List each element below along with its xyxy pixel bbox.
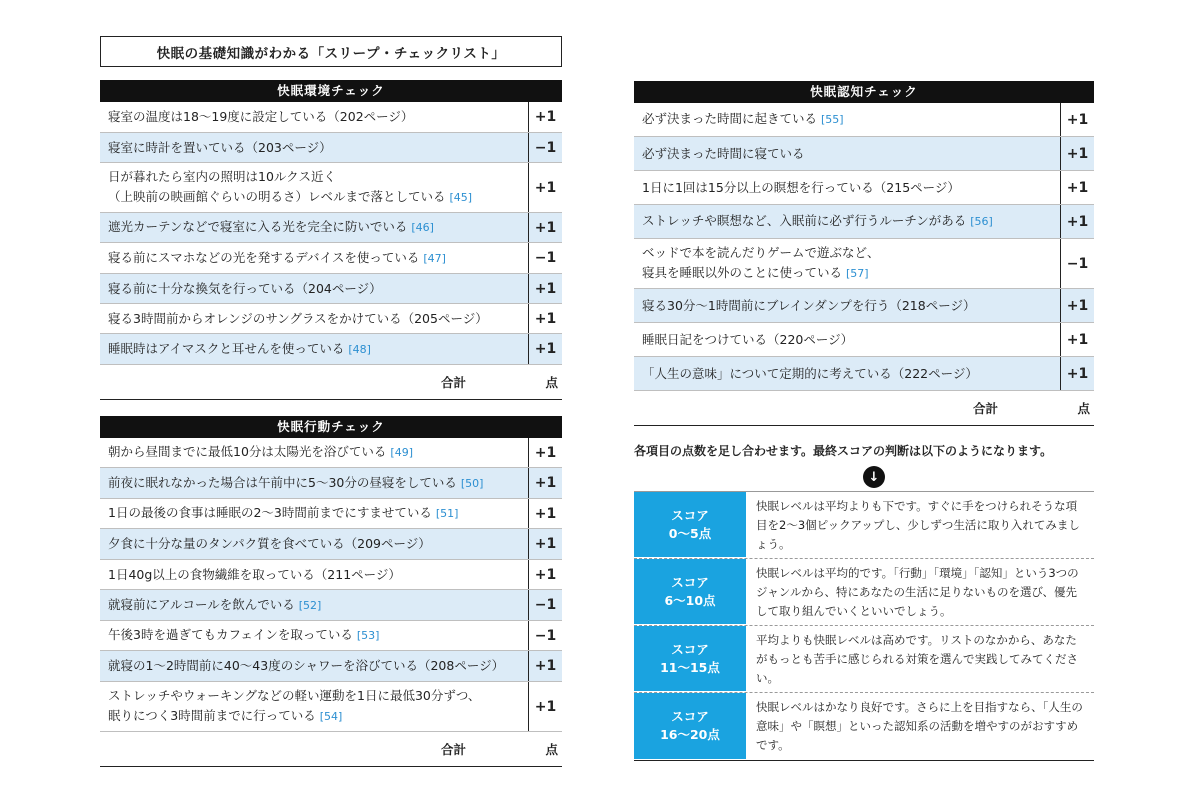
score-description bbox=[746, 492, 1094, 558]
checklist-text-line: 就寝前にアルコールを飲んでいる bbox=[108, 596, 295, 612]
point-value: +1 bbox=[1066, 111, 1089, 128]
score-label bbox=[634, 626, 746, 692]
point-value: +1 bbox=[534, 109, 557, 125]
checklist-text bbox=[108, 138, 332, 158]
checklist-text-line: 寝室に時計を置いている（203ページ） bbox=[108, 139, 332, 155]
checklist-text-line: 1日の最後の食事は睡眠の2〜3時間前までにすませている bbox=[108, 505, 432, 520]
checklist-row bbox=[100, 621, 562, 651]
checklist-text-line1: 日が暮れたら室内の照明は10ルクス近く bbox=[108, 169, 337, 184]
point-value: +1 bbox=[534, 505, 557, 522]
score-word: スコア bbox=[671, 507, 709, 523]
checklist-item bbox=[100, 274, 529, 303]
total-unit: 点 bbox=[545, 742, 558, 757]
total-unit: 点 bbox=[545, 375, 558, 390]
checklist-row bbox=[100, 651, 562, 682]
score-row bbox=[634, 492, 1094, 559]
score-description-text: 快眠レベルはかなり良好です。さらに上を目指すなら、「人生の意味」や「瞑想」といった認知系の活動を増やすのがおすすめです。 bbox=[756, 700, 1083, 752]
checklist-item bbox=[100, 560, 529, 589]
checklist-item bbox=[100, 133, 529, 162]
environment-check-section bbox=[100, 80, 562, 400]
checklist-item bbox=[100, 529, 529, 559]
score-description-text: 平均よりも快眠レベルは高めです。リストのなかから、あなたがもっとも苦手に感じられる対策を選んで実践してみてください。 bbox=[756, 632, 1078, 685]
section-heading: 快眠環境チェック bbox=[100, 80, 562, 102]
checklist-text bbox=[108, 625, 379, 646]
score-word: スコア bbox=[671, 709, 709, 724]
checklist-text bbox=[108, 534, 431, 554]
point-value: +1 bbox=[534, 475, 557, 491]
checklist-text bbox=[108, 656, 504, 676]
checklist-text-line: 夕食に十分な量のタンパク質を食べている（209ページ） bbox=[108, 536, 431, 551]
checklist-row bbox=[100, 102, 562, 133]
checklist-item bbox=[634, 289, 1061, 322]
checklist-row bbox=[100, 499, 562, 529]
checklist-text-line: 1日40g以上の食物繊維を取っている（211ページ） bbox=[108, 566, 401, 582]
point-value: +1 bbox=[1066, 145, 1089, 162]
checklist-text bbox=[108, 686, 480, 727]
page-title: 快眠の基礎知識がわかる「スリープ・チェックリスト」 bbox=[100, 36, 562, 67]
checklist-row bbox=[100, 590, 562, 621]
page-reference: [57] bbox=[846, 267, 869, 280]
page-reference: [55] bbox=[821, 113, 844, 126]
score-label bbox=[634, 559, 746, 625]
checklist-row bbox=[100, 213, 562, 243]
point-value: +1 bbox=[1066, 331, 1089, 348]
checklist-text bbox=[642, 296, 975, 316]
checklist-text-line: 睡眠時はアイマスクと耳せんを使っている bbox=[108, 340, 345, 356]
page-reference: [48] bbox=[348, 342, 371, 356]
point-value: −1 bbox=[534, 250, 557, 266]
total-label: 合計 bbox=[440, 742, 466, 757]
checklist-text-line: 眠りにつく3時間前までに行っている bbox=[108, 708, 316, 723]
behavior-check-section bbox=[100, 416, 562, 767]
checklist-text bbox=[108, 442, 413, 463]
point-value: +1 bbox=[534, 566, 557, 583]
checklist-item bbox=[100, 213, 529, 242]
page-reference: [56] bbox=[970, 215, 993, 228]
checklist-text-line: 寝具を睡眠以外のことに使っている bbox=[642, 265, 843, 280]
checklist-text bbox=[108, 279, 382, 299]
point-value: +1 bbox=[1066, 297, 1089, 314]
total-row bbox=[634, 391, 1094, 426]
point-value: +1 bbox=[534, 536, 557, 552]
total-label: 合計 bbox=[440, 375, 466, 390]
point-value: +1 bbox=[1066, 213, 1089, 230]
page-reference: [46] bbox=[411, 221, 434, 234]
checklist-text-line: 寝る30分〜1時間前にブレインダンプを行う（218ページ） bbox=[642, 297, 976, 313]
point-value: +1 bbox=[1066, 365, 1089, 382]
point-value: +1 bbox=[534, 179, 557, 196]
score-description-text: 快眠レベルは平均よりも下です。すぐに手をつけられそうな項目を2〜3個ピックアップし、少しずつ生活に取り入れてみましょう。 bbox=[756, 498, 1080, 551]
checklist-text bbox=[108, 309, 488, 329]
point-value: +1 bbox=[534, 341, 557, 357]
score-row bbox=[634, 626, 1094, 693]
checklist-text bbox=[642, 211, 993, 232]
section-heading: 快眠行動チェック bbox=[100, 416, 562, 438]
checklist-text bbox=[108, 167, 472, 208]
checklist-text-line1: ベッドで本を読んだりゲームで遊ぶなど、 bbox=[642, 245, 880, 260]
checklist-item bbox=[100, 682, 529, 731]
checklist-item bbox=[100, 163, 529, 212]
checklist-item bbox=[100, 468, 529, 498]
page-reference: [50] bbox=[460, 476, 484, 490]
score-row bbox=[634, 693, 1094, 760]
checklist-text-line: 1日に1回は15分以上の瞑想を行っている（215ページ） bbox=[642, 179, 960, 195]
checklist-text bbox=[108, 473, 483, 494]
cognition-check-section bbox=[634, 81, 1094, 426]
checklist-text-line: 寝る3時間前からオレンジのサングラスをかけている（205ページ） bbox=[108, 310, 488, 326]
checklist-row bbox=[100, 304, 562, 334]
checklist-item bbox=[634, 137, 1061, 170]
section-heading: 快眠認知チェック bbox=[634, 81, 1094, 103]
checklist-text-line: 朝から昼間までに最低10分は太陽光を浴びている bbox=[108, 444, 387, 459]
checklist-item bbox=[634, 103, 1061, 136]
arrow-down-icon: ↓ bbox=[863, 466, 885, 488]
total-unit: 点 bbox=[1077, 401, 1090, 416]
checklist-item bbox=[100, 651, 529, 681]
score-word: スコア bbox=[671, 574, 709, 590]
checklist-item bbox=[100, 590, 529, 620]
page-reference: [45] bbox=[449, 191, 473, 204]
score-range: 6〜10点 bbox=[664, 592, 716, 608]
checklist-text bbox=[642, 330, 853, 350]
checklist-item bbox=[100, 102, 529, 132]
score-range: 16〜20点 bbox=[660, 727, 720, 742]
checklist-row bbox=[100, 274, 562, 304]
checklist-item bbox=[100, 304, 529, 333]
checklist-text-line: 午後3時を過ぎてもカフェインを取っている bbox=[108, 627, 353, 642]
checklist-item bbox=[100, 243, 529, 273]
score-description bbox=[746, 693, 1094, 760]
point-value: +1 bbox=[534, 444, 557, 461]
total-label: 合計 bbox=[972, 401, 998, 416]
checklist-row bbox=[634, 137, 1094, 171]
score-guide-table bbox=[634, 491, 1094, 761]
checklist-item bbox=[634, 239, 1061, 288]
total-row bbox=[100, 732, 562, 767]
checklist-text-line: 寝る前に十分な換気を行っている（204ページ） bbox=[108, 280, 382, 296]
scoring-instruction: 各項目の点数を足し合わせます。最終スコアの判断は以下のようになります。 bbox=[634, 444, 1053, 458]
page-reference: [52] bbox=[298, 598, 322, 612]
point-value: +1 bbox=[534, 310, 557, 327]
checklist-item bbox=[634, 205, 1061, 238]
score-range: 11〜15点 bbox=[660, 659, 720, 675]
checklist-item bbox=[634, 357, 1061, 390]
checklist-row bbox=[100, 529, 562, 560]
checklist-text-line: 遮光カーテンなどで寝室に入る光を完全に防いでいる bbox=[108, 219, 408, 234]
page-reference: [47] bbox=[423, 251, 446, 265]
score-description bbox=[746, 559, 1094, 625]
score-word: スコア bbox=[671, 641, 709, 657]
checklist-text-line: 必ず決まった時間に寝ている bbox=[642, 145, 805, 161]
checklist-text-line: 就寝の1〜2時間前に40〜43度のシャワーを浴びている（208ページ） bbox=[108, 658, 505, 673]
checklist-text bbox=[642, 109, 844, 130]
checklist-text-line: 前夜に眠れなかった場合は午前中に5〜30分の昼寝をしている bbox=[108, 474, 457, 490]
checklist-text bbox=[108, 565, 401, 585]
checklist-item bbox=[100, 438, 529, 467]
checklist-text-line: 「人生の意味」について定期的に考えている（222ページ） bbox=[642, 365, 978, 381]
point-value: +1 bbox=[1066, 179, 1089, 196]
checklist-item bbox=[634, 323, 1061, 356]
point-value: −1 bbox=[534, 139, 557, 156]
checklist-row bbox=[100, 133, 562, 163]
checklist-row bbox=[634, 357, 1094, 391]
checklist-row bbox=[100, 468, 562, 499]
checklist-text-line: 寝る前にスマホなどの光を発するデバイスを使っている bbox=[108, 249, 420, 265]
checklist-text bbox=[108, 107, 413, 127]
point-value: +1 bbox=[534, 698, 557, 715]
checklist-row bbox=[634, 205, 1094, 239]
point-value: −1 bbox=[534, 627, 557, 644]
page-reference: [54] bbox=[319, 710, 343, 723]
total-row bbox=[100, 365, 562, 400]
checklist-text bbox=[108, 595, 321, 616]
checklist-item bbox=[100, 334, 529, 364]
page-reference: [49] bbox=[390, 446, 414, 459]
checklist-row bbox=[634, 103, 1094, 137]
checklist-row bbox=[100, 243, 562, 274]
checklist-text-line: 必ず決まった時間に起きている bbox=[642, 111, 818, 126]
checklist-text bbox=[642, 243, 880, 284]
checklist-row bbox=[634, 323, 1094, 357]
score-description bbox=[746, 626, 1094, 692]
checklist-item bbox=[100, 499, 529, 528]
checklist-text bbox=[642, 144, 805, 164]
checklist-row bbox=[100, 560, 562, 590]
checklist-row bbox=[100, 163, 562, 213]
score-label bbox=[634, 693, 746, 760]
checklist-text bbox=[108, 503, 458, 524]
checklist-item bbox=[634, 171, 1061, 204]
checklist-row bbox=[100, 682, 562, 732]
score-label bbox=[634, 492, 746, 558]
checklist-text bbox=[108, 217, 434, 238]
point-value: −1 bbox=[1066, 255, 1089, 272]
checklist-row bbox=[100, 334, 562, 365]
checklist-row bbox=[634, 289, 1094, 323]
checklist-text-line: 寝室の温度は18〜19度に設定している（202ページ） bbox=[108, 109, 414, 124]
checklist-row bbox=[100, 438, 562, 468]
checklist-item bbox=[100, 621, 529, 650]
point-value: −1 bbox=[534, 597, 557, 613]
score-row bbox=[634, 559, 1094, 626]
point-value: +1 bbox=[534, 658, 557, 674]
score-range: 0〜5点 bbox=[668, 525, 712, 541]
page-reference: [51] bbox=[435, 507, 459, 520]
checklist-row bbox=[634, 239, 1094, 289]
checklist-text bbox=[108, 248, 446, 269]
page-reference: [53] bbox=[356, 629, 380, 642]
checklist-text-line: （上映前の映画館ぐらいの明るさ）レベルまで落としている bbox=[108, 189, 446, 204]
point-value: +1 bbox=[534, 219, 557, 236]
checklist-text bbox=[108, 339, 371, 360]
checklist-text bbox=[642, 178, 960, 198]
checklist-row bbox=[634, 171, 1094, 205]
checklist-text-line1: ストレッチやウォーキングなどの軽い運動を1日に最低30分ずつ、 bbox=[108, 688, 481, 703]
checklist-text-line: 睡眠日記をつけている（220ページ） bbox=[642, 331, 854, 347]
checklist-text bbox=[642, 364, 978, 384]
point-value: +1 bbox=[534, 280, 557, 297]
score-description-text: 快眠レベルは平均的です。「行動」「環境」「認知」という3つのジャンルから、特にあなたの生活に足りないものを選び、優先して取り組んでいくといいでしょう。 bbox=[756, 565, 1079, 618]
checklist-text-line: ストレッチや瞑想など、入眠前に必ず行うルーチンがある bbox=[642, 213, 967, 228]
